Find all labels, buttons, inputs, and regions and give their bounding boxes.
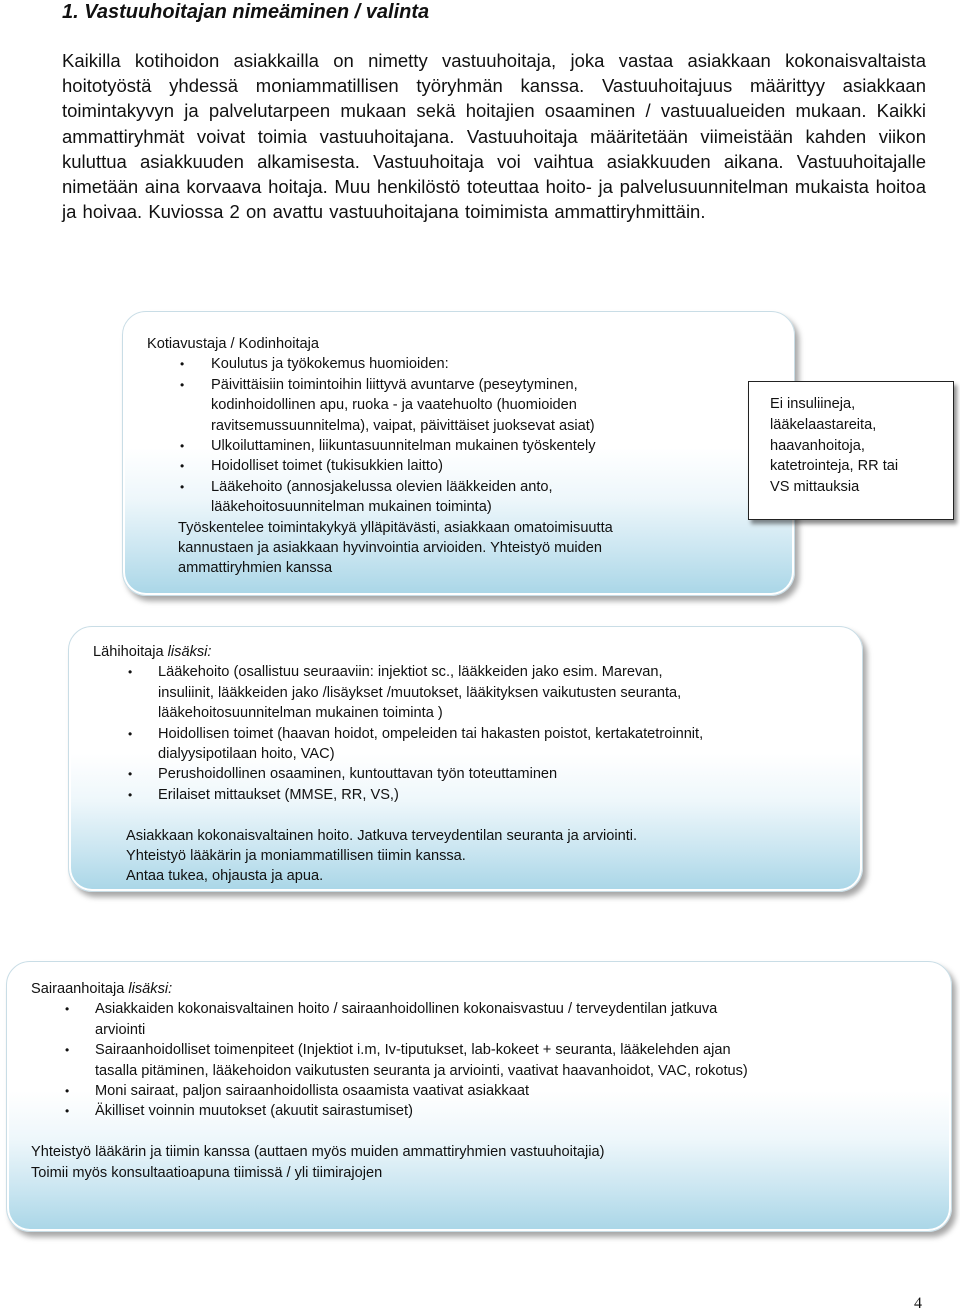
box-lahihoitaja-footer: Asiakkaan kokonaisvaltainen hoito. Jatkuva terveydentilan seuranta ja arviointi. Yhteistyö lääkärin ja moniammatillisen tiimin kanssa. Antaa tukea, ohjausta ja apua. (126, 827, 638, 885)
bullet-icon: • (180, 479, 185, 494)
box-kotiavustaja-footer: Työskentelee toimintakykyä ylläpitävästi, asiakkaan omatoimisuutta kannustaen ja asiakkaan hyvinvointia arvioiden. Yhteistyö muiden ammattiryhmien kanssa (178, 519, 613, 577)
list-item: • Koulutus ja työkokemus huomioiden: (211, 354, 613, 374)
bullet-icon: • (180, 377, 185, 392)
box-kotiavustaja (122, 311, 795, 596)
bullet-icon: • (65, 1002, 70, 1017)
box-kotiavustaja-content (147, 334, 613, 579)
box-kotiavustaja-title: Kotiavustaja / Kodinhoitaja (147, 336, 319, 352)
title-suffix: lisäksi: (128, 981, 173, 997)
list-item: • Lääkehoito (osallistuu seuraaviin: injektiot sc., lääkkeiden jako esim. Marevan, insuliinit, lääkkeiden jako /lisäykset /muutokset, lääkityksen vaikutusten seuranta, lääkehoitosuunnitelman mukainen toiminta ) (128, 664, 682, 722)
bullet-icon: • (128, 665, 133, 680)
list-item: • Hoidolliset toimet (tukisukkien laitto) (211, 456, 613, 476)
box-sairaanhoitaja-title: Sairaanhoitaja lisäksi: (31, 981, 173, 997)
section-heading: 1. Vastuuhoitajan nimeäminen / valinta (62, 1, 430, 23)
list-item: • Asiakkaiden kokonaisvaltainen hoito / sairaanhoidollinen kokonaisvastuu / terveydentilan jatkuva arviointi (65, 1001, 718, 1038)
bullet-icon: • (128, 726, 133, 741)
list-item: • Ulkoiluttaminen, liikuntasuunnitelman mukainen työskentely (211, 436, 613, 456)
box-sairaanhoitaja-content (31, 979, 748, 1183)
list-item: • Päivittäisiin toimintoihin liittyvä avuntarve (peseytyminen, kodinhoidollinen apu, ruoka - ja vaatehuolto (huomioiden ravitsemussuunnitelma), vaipat, päivittäiset juoksevat asiat) (180, 376, 595, 434)
box-lahihoitaja-title: Lähihoitaja lisäksi: (93, 644, 212, 660)
title-suffix: lisäksi: (167, 644, 212, 660)
bullet-icon: • (180, 439, 185, 454)
box-lahihoitaja-content (93, 642, 703, 887)
list-item: • Erilaiset mittaukset (MMSE, RR, VS,) (158, 785, 703, 805)
box-sairaanhoitaja-footer: Yhteistyö lääkärin ja tiimin kanssa (auttaen myös muiden ammattiryhmien vastuuhoitajia) Toimii myös konsultaatioapuna tiimissä / yli tiimirajojen (31, 1144, 605, 1181)
list-item: • Lääkehoito (annosjakelussa olevien lääkkeiden anto, lääkehoitosuunnitelman mukainen toiminta) (180, 478, 553, 516)
bullet-icon: • (65, 1084, 70, 1099)
box-sairaanhoitaja (6, 961, 952, 1232)
bullet-icon: • (180, 459, 185, 474)
list-item: • Hoidollisen toimet (haavan hoidot, ompeleiden tai hakasten poistot, kertakatetroinnit, dialyysipotilaan hoito, VAC) (128, 725, 704, 763)
bullet-icon: • (65, 1043, 70, 1058)
callout-text: Ei insuliineja, lääkelaastareita, haavanhoitoja, katetrointeja, RR tai VS mittauksia (770, 396, 899, 496)
box-lahihoitaja-list (93, 662, 703, 805)
list-item: • Moni sairaat, paljon sairaanhoidollista osaamista vaativat asiakkaat (95, 1081, 748, 1101)
box-sairaanhoitaja-list (31, 999, 748, 1121)
bullet-icon: • (128, 787, 133, 802)
box-lahihoitaja (68, 626, 863, 892)
box-kotiavustaja-list (147, 354, 613, 517)
bullet-icon: • (180, 357, 185, 372)
bullet-icon: • (128, 767, 133, 782)
page-number: 4 (914, 1295, 922, 1312)
list-item: • Perushoidollinen osaaminen, kuntouttavan työn toteuttaminen (158, 764, 703, 784)
list-item: • Äkilliset voinnin muutokset (akuutit sairastumiset) (95, 1101, 748, 1121)
list-item: • Sairaanhoidolliset toimenpiteet (Injektiot i.m, Iv-tiputukset, lab-kokeet + seuranta, lääkelehden ajan tasalla pitäminen, lääkehoidon vaikutusten seuranta ja arviointi, vaativat haavanhoidot, VAC, rokotus) (65, 1042, 748, 1079)
callout-restrictions (748, 381, 954, 520)
bullet-icon: • (65, 1104, 70, 1119)
intro-paragraph: Kaikilla kotihoidon asiakkailla on nimetty vastuuhoitaja, joka vastaa asiakkaan kokonaisvaltaista hoitotyöstä yhdessä moniammatillisen työryhmän kanssa. Vastuuhoitajuus määrittyy asiakkaan toimintakyvyn ja palvelutarpeen mukaan sekä hoitajien osaaminen / vastuualueiden mukaan. Kaikki ammattiryhmät voivat toimia vastuuhoitajana. Vastuuhoitaja määritetään viimeistään kahden viikon kuluttua asiakkuuden alkamisesta. Vastuuhoitaja voi vaihtua asiakkuuden aikana. Vastuuhoitajalle nimetään aina korvaava hoitaja. Muu henkilöstö toteuttaa hoito- ja palvelusuunnitelman mukaista hoitoa ja hoivaa. Kuviossa 2 on avattu vastuuhoitajana toimimista ammattiryhmittäin. (62, 50, 926, 223)
